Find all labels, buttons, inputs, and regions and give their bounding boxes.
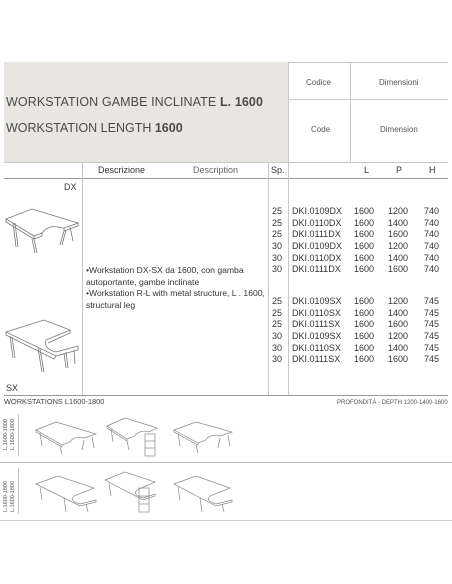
cell-code: DKI.0111DX [292, 229, 341, 240]
cell-h: 745 [424, 354, 440, 365]
table-row [268, 308, 448, 320]
dimension-label: Dimension [380, 125, 418, 134]
mini-desk-1 [34, 416, 100, 456]
cell-sp: 30 [272, 264, 283, 275]
cell-code: DKI.0111SX [292, 319, 341, 330]
cell-h: 740 [424, 264, 440, 275]
cell-code: DKI.0110SX [292, 307, 341, 318]
bottom-line [0, 520, 452, 521]
cell-code: DKI.0109DX [292, 206, 343, 216]
table-row [268, 264, 448, 276]
table-row [268, 343, 448, 355]
col-descrizione: Descrizione [98, 165, 146, 175]
workstations-range: WORKSTATIONS L1600-1800 [4, 397, 105, 406]
band-separator [0, 462, 452, 463]
table-row [268, 229, 448, 241]
cell-l: 1600 [354, 354, 375, 365]
cell-code: DKI.0110DX [292, 217, 342, 228]
cell-l: 1600 [354, 217, 375, 228]
cell-h: 745 [424, 307, 440, 318]
cell-code: DKI.0109SX [292, 331, 342, 342]
table-row [268, 331, 448, 343]
cell-l: 1600 [354, 264, 375, 275]
colhead-bottom-line [4, 178, 448, 179]
header-top-line [288, 62, 448, 63]
title-italian: WORKSTATION GAMBE INCLINATE L. 1600 [6, 95, 264, 109]
product-description [86, 265, 266, 312]
cell-p: 1600 [388, 354, 409, 365]
mini-desk-3 [172, 416, 236, 456]
table-bottom-line [4, 395, 448, 396]
cell-l: 1600 [354, 342, 375, 353]
cell-p: 1200 [388, 331, 409, 342]
depth-label: PROFONDITÀ - DEPTH 1200-1400-1600 [337, 400, 448, 406]
cell-sp: 30 [272, 354, 283, 365]
cell-sp: 30 [272, 342, 283, 353]
cell-p: 1400 [388, 217, 409, 228]
cell-p: 1600 [388, 319, 409, 330]
cell-h: 745 [424, 342, 440, 353]
col-divider-image [82, 162, 83, 395]
colhead-top-line [4, 162, 448, 163]
description-english: •Workstation R-L with metal structure, L . 1600, structural leg [86, 288, 265, 311]
header-divider-2 [350, 62, 351, 162]
cell-h: 740 [424, 252, 440, 263]
cell-sp: 25 [272, 307, 283, 318]
band1-size-label-a: L.1600-1800 [3, 419, 9, 450]
band1-size-label-b: L.1600-1800 [10, 419, 16, 450]
cell-sp: 30 [272, 252, 283, 263]
cell-code: DKI.0109SX [292, 296, 342, 306]
cell-p: 1400 [388, 307, 409, 318]
band2-size-label-b: L.1600-1800 [10, 481, 16, 512]
cell-h: 745 [424, 296, 440, 306]
cell-h: 740 [424, 217, 440, 228]
cell-sp: 25 [272, 206, 283, 216]
table-row [268, 241, 448, 253]
cell-p: 1600 [388, 264, 409, 275]
cell-l: 1600 [354, 229, 375, 240]
cell-h: 740 [424, 229, 440, 240]
title-english: WORKSTATION LENGTH 1600 [6, 121, 183, 135]
cell-p: 1400 [388, 342, 409, 353]
col-sp: Sp. [271, 165, 285, 175]
table-row [268, 319, 448, 331]
cell-l: 1600 [354, 296, 375, 306]
band1-divider [18, 414, 19, 456]
col-description: Description [193, 165, 239, 175]
mini-desk-4 [34, 474, 100, 514]
cell-sp: 25 [272, 319, 283, 330]
cell-code: DKI.0111SX [292, 354, 341, 365]
cell-h: 740 [424, 206, 440, 216]
cell-code: DKI.0110DX [292, 252, 342, 263]
variant-sx-label: SX [6, 383, 19, 393]
cell-p: 1600 [388, 229, 409, 240]
cell-h: 745 [424, 319, 440, 330]
mini-desk-2 [105, 414, 161, 460]
cell-l: 1600 [354, 331, 375, 342]
col-p: P [396, 165, 403, 175]
table-row [268, 354, 448, 366]
cell-l: 1600 [354, 307, 375, 318]
desk-sx-illustration [4, 310, 82, 378]
cell-p: 1200 [388, 241, 409, 252]
cell-l: 1600 [354, 206, 375, 216]
desk-dx-illustration [4, 195, 82, 255]
variant-dx-label: DX [64, 182, 77, 192]
col-l: L [364, 165, 370, 175]
code-label: Code [311, 125, 331, 134]
table-row [268, 206, 448, 218]
rows-sx [268, 296, 448, 366]
cell-sp: 30 [272, 241, 283, 252]
cell-p: 1200 [388, 206, 409, 216]
table-row [268, 218, 448, 230]
cell-sp: 25 [272, 296, 283, 306]
cell-code: DKI.0110SX [292, 342, 341, 353]
cell-l: 1600 [354, 252, 375, 263]
cell-p: 1400 [388, 252, 409, 263]
header-mid-line [288, 99, 448, 100]
band2-divider [18, 468, 19, 514]
codice-label: Codice [306, 78, 331, 87]
cell-sp: 25 [272, 217, 283, 228]
col-h: H [429, 165, 436, 175]
table-row [268, 253, 448, 265]
cell-code: DKI.0111DX [292, 264, 341, 275]
dimensioni-label: Dimensioni [379, 78, 419, 87]
cell-h: 745 [424, 331, 440, 342]
cell-l: 1600 [354, 241, 375, 252]
mini-desk-5 [103, 470, 159, 516]
header-background [4, 62, 288, 162]
cell-sp: 25 [272, 229, 283, 240]
description-italian: •Workstation DX-SX da 1600, con gamba autoportante, gambe inclinate [86, 265, 244, 287]
rows-dx [268, 206, 448, 276]
band2-size-label-a: L.1600-1800 [3, 481, 9, 512]
cell-h: 740 [424, 241, 440, 252]
cell-code: DKI.0109DX [292, 241, 343, 252]
mini-desk-6 [172, 474, 236, 514]
table-row [268, 296, 448, 308]
cell-sp: 30 [272, 331, 283, 342]
cell-p: 1200 [388, 296, 409, 306]
cell-l: 1600 [354, 319, 375, 330]
